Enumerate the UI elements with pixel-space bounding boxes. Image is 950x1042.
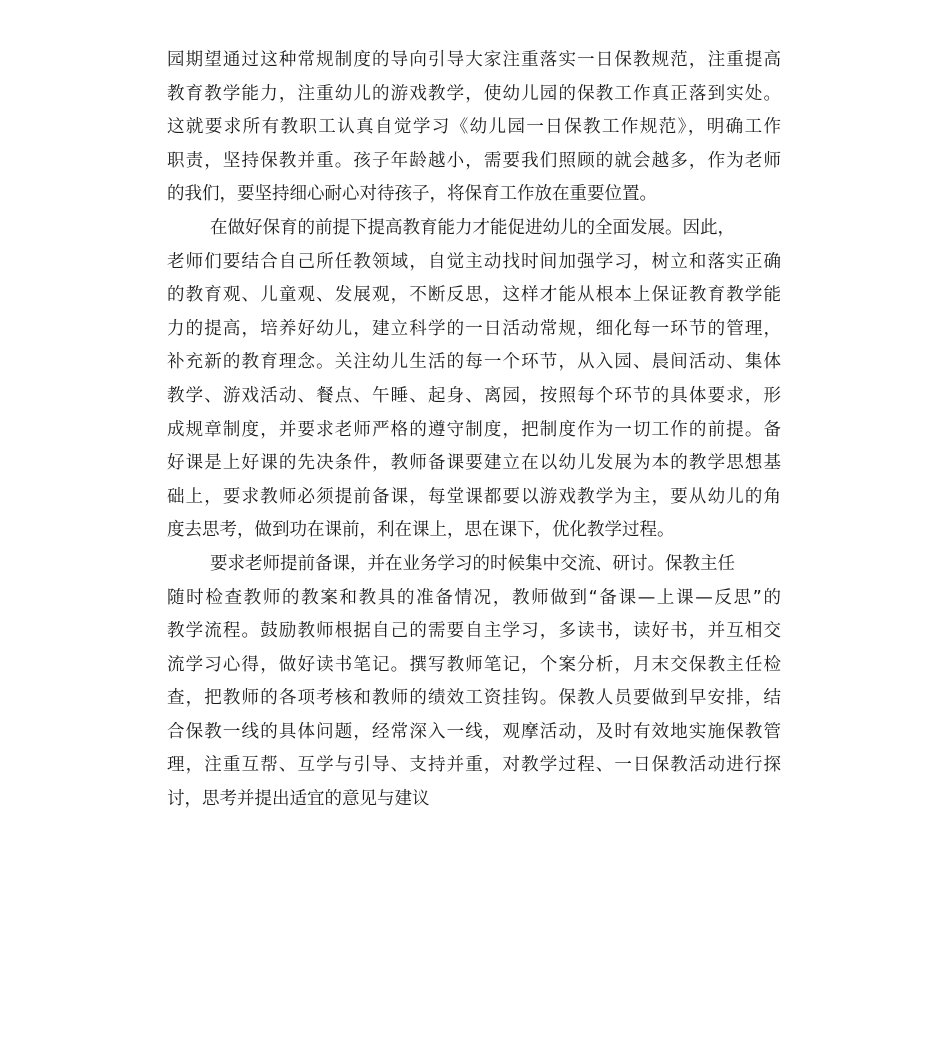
document-body <box>167 44 781 817</box>
paragraph-line: 教育教学能力，注重幼儿的游戏教学，使幼儿园的保教工作真正落到实处。 <box>167 83 781 104</box>
paragraph-line: 讨，思考并提出适宜的意见与建议 <box>167 789 430 810</box>
paragraph-line: 补充新的教育理念。关注幼儿生活的每一个环节，从入园、晨间活动、集体 <box>167 352 781 373</box>
paragraph-line: 职责，坚持保教并重。孩子年龄越小，需要我们照顾的就会越多，作为老师 <box>167 150 781 171</box>
paragraph-line: 成规章制度，并要求老师严格的遵守制度，把制度作为一切工作的前提。备 <box>167 419 781 440</box>
paragraph-line: 随时检查教师的教案和教具的准备情况，教师做到“备课—上课—反思”的 <box>167 587 781 608</box>
paragraph-line: 合保教一线的具体问题，经常深入一线，观摩活动，及时有效地实施保教管 <box>167 721 781 742</box>
paragraph-line: 力的提高，培养好幼儿，建立科学的一日活动常规，细化每一环节的管理， <box>167 318 781 339</box>
paragraph-line: 教学流程。鼓励教师根据自己的需要自主学习，多读书，读好书，并互相交 <box>167 621 781 642</box>
paragraph-2 <box>167 212 781 548</box>
paragraph-line: 好课是上好课的先决条件，教师备课要建立在以幼儿发展为本的教学思想基 <box>167 453 781 474</box>
paragraph-line: 流学习心得，做好读书笔记。撰写教师笔记，个案分析，月末交保教主任检 <box>167 654 781 675</box>
paragraph-line: 要求老师提前备课，并在业务学习的时候集中交流、研讨。保教主任 <box>210 553 735 574</box>
paragraph-line: 园期望通过这种常规制度的导向引导大家注重落实一日保教规范，注重提高 <box>167 50 781 70</box>
paragraph-line: 在做好保育的前提下提高教育能力才能促进幼儿的全面发展。因此， <box>210 217 735 238</box>
paragraph-1 <box>167 44 781 212</box>
paragraph-line: 的我们，要坚持细心耐心对待孩子，将保育工作放在重要位置。 <box>167 184 657 205</box>
paragraph-line: 度去思考，做到功在课前，利在课上，思在课下，优化教学过程。 <box>167 520 675 541</box>
paragraph-line: 教学、游戏活动、餐点、午睡、起身、离园，按照每个环节的具体要求，形 <box>167 385 781 406</box>
paragraph-line: 老师们要结合自己所任教领域，自觉主动找时间加强学习，树立和落实正确 <box>167 251 781 272</box>
paragraph-line: 查，把教师的各项考核和教师的绩效工资挂钩。保教人员要做到早安排，结 <box>167 688 781 709</box>
paragraph-line: 础上，要求教师必须提前备课，每堂课都要以游戏教学为主，要从幼儿的角 <box>167 486 781 507</box>
paragraph-line: 理，注重互帮、互学与引导、支持并重，对教学过程、一日保教活动进行探 <box>167 755 781 776</box>
paragraph-line: 的教育观、儿童观、发展观，不断反思，这样才能从根本上保证教育教学能 <box>167 285 781 306</box>
paragraph-3 <box>167 548 781 817</box>
paragraph-line: 这就要求所有教职工认真自觉学习《幼儿园一日保教工作规范》，明确工作 <box>167 117 781 138</box>
